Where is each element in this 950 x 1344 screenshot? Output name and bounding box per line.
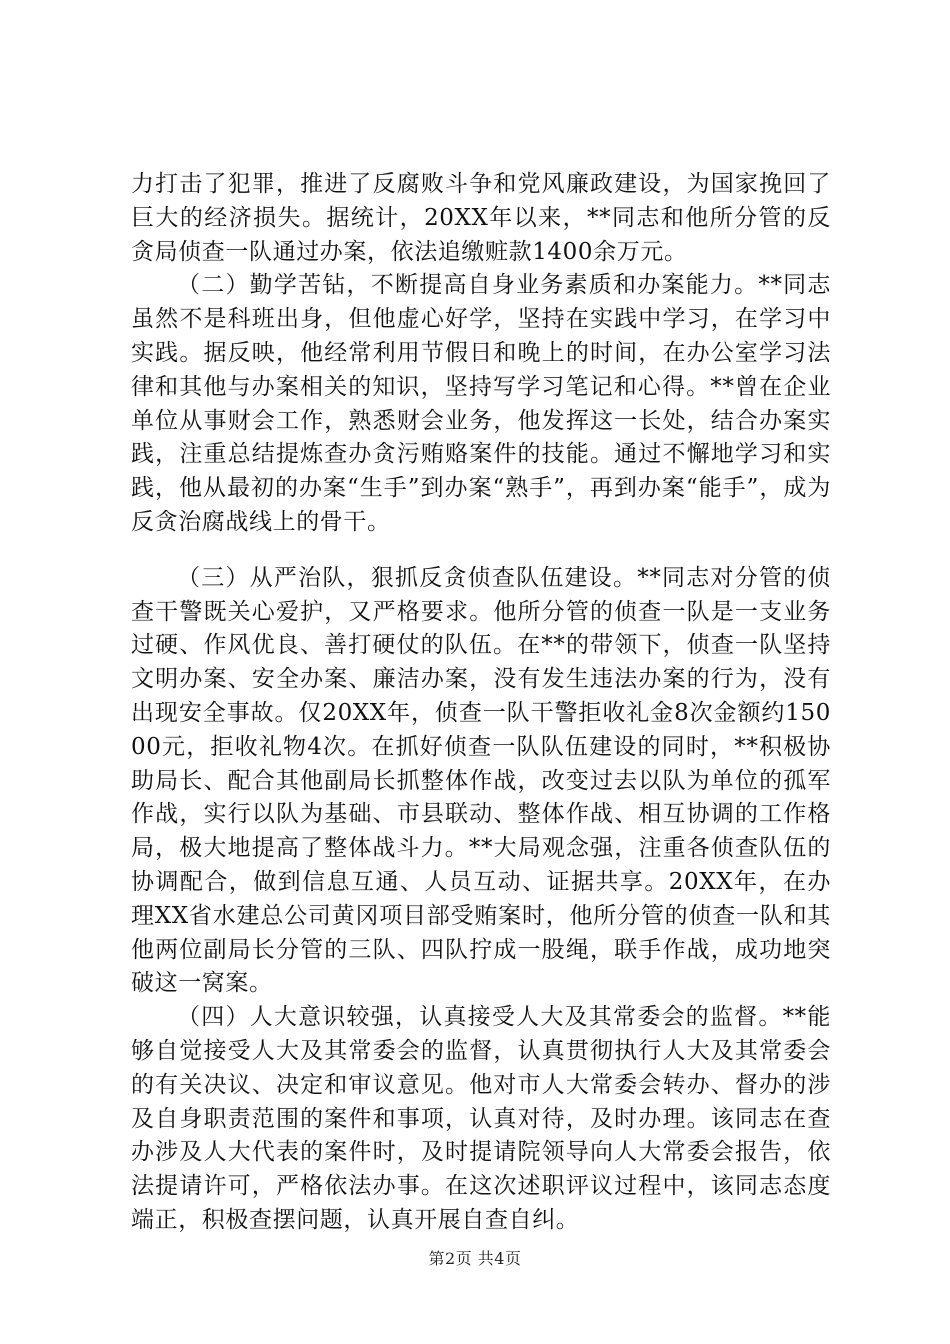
- paragraph-continuation: 力打击了犯罪，推进了反腐败斗争和党风廉政建设，为国家挽回了巨大的经济损失。据统计，20XX年以来，**同志和他所分管的反贪局侦查一队通过办案，依法追缴赃款1400余万元。: [131, 171, 831, 265]
- document-body: [131, 168, 831, 1238]
- paragraph-section-2: （二）勤学苦钻，不断提高自身业务素质和办案能力。**同志虽然不是科班出身，但他虚心好学，坚持在实践中学习，在学习中实践。据反映，他经常利用节假日和晚上的时间，在办公室学习法律和其他与办案相关的知识，坚持写学习笔记和心得。**曾在企业单位从事财会工作，熟悉财会业务，他发挥这一长处，结合办案实践，注重总结提炼查办贪污贿赂案件的技能。通过不懈地学习和实践，他从最初的办案“生手”到办案“熟手”，再到办案“能手”，成为反贪治腐战线上的骨干。: [131, 272, 831, 535]
- paragraph-section-4: （四）人大意识较强，认真接受人大及其常委会的监督。**能够自觉接受人大及其常委会的监督，认真贯彻执行人大及其常委会的有关决议、决定和审议意见。他对市人大常委会转办、督办的涉及自身职责范围的案件和事项，认真对待，及时办理。该同志在查办涉及人大代表的案件时，及时提请院领导向人大常委会报告，依法提请许可，严格依法办事。在这次述职评议过程中，该同志态度端正，积极查摆问题，认真开展自查自纠。: [131, 1004, 831, 1233]
- paragraph-section-3: （三）从严治队，狠抓反贪侦查队伍建设。**同志对分管的侦查干警既关心爱护，又严格要求。他所分管的侦查一队是一支业务过硬、作风优良、善打硬仗的队伍。在**的带领下，侦查一队坚持文明办案、安全办案、廉洁办案，没有发生违法办案的行为，没有出现安全事故。仅20XX年，侦查一队干警拒收礼金8次金额约15000元，拒收礼物4次。在抓好侦查一队队伍建设的同时，**积极协助局长、配合其他副局长抓整体作战，改变过去以队为单位的孤军作战，实行以队为基础、市县联动、整体作战、相互协调的工作格局，极大地提高了整体战斗力。**大局观念强，注重各侦查队伍的协调配合，做到信息互通、人员互动、证据共享。20XX年，在办理XX省水建总公司黄冈项目部受贿案时，他所分管的侦查一队和其他两位副局长分管的三队、四队拧成一股绳，联手作战，成功地突破这一窝案。: [131, 564, 831, 997]
- page-number-footer: 第2页 共4页: [428, 1249, 522, 1268]
